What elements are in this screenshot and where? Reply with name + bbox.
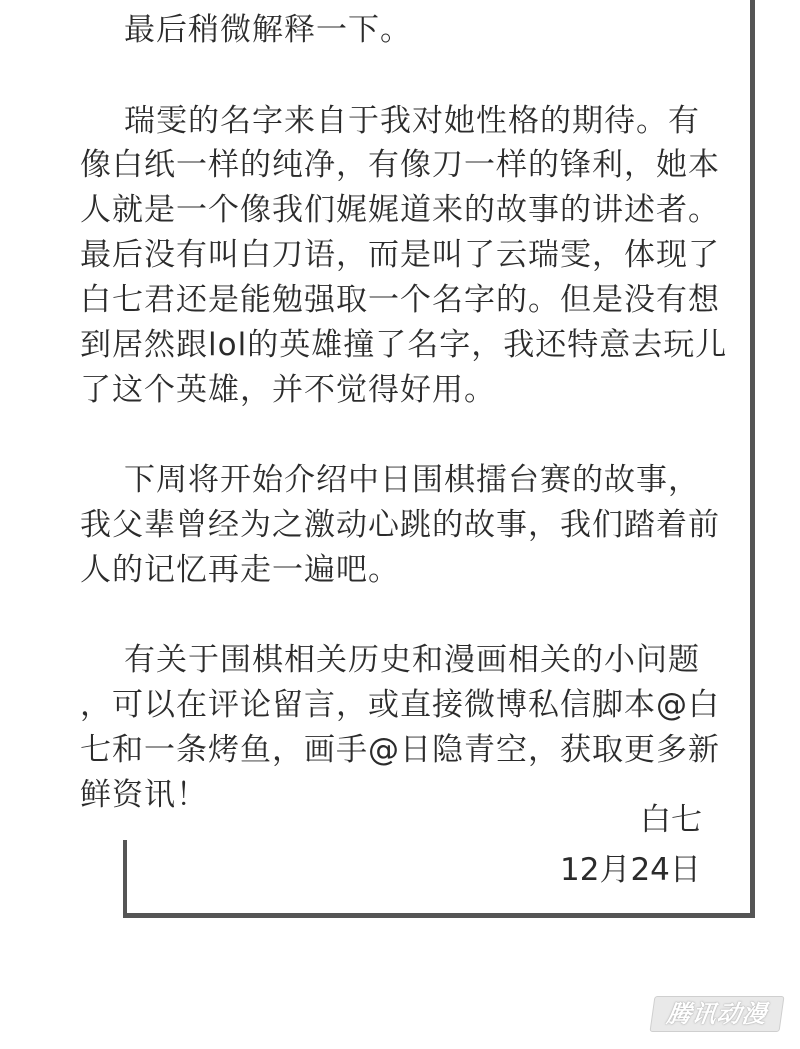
p3-line-3: 人的记忆再走一遍吧。 (80, 552, 400, 588)
p4-line-2: ，可以在评论留言，或直接微博私信脚本@白 (80, 687, 720, 723)
p2-line-2: 像白纸一样的纯净，有像刀一样的锋利，她本 (80, 147, 720, 183)
p4-line-1: 有关于围棋相关历史和漫画相关的小问题 (124, 642, 700, 678)
p2-line-7: 了这个英雄，并不觉得好用。 (80, 372, 496, 408)
p3-line-2: 我父辈曾经为之激动心跳的故事，我们踏着前 (80, 507, 720, 543)
p2-line-4: 最后没有叫白刀语，而是叫了云瑞雯，体现了 (80, 237, 720, 273)
signature-date: 12月24日 (560, 852, 701, 888)
p3-line-1: 下周将开始介绍中日围棋擂台赛的故事， (124, 462, 700, 498)
p2-line-3: 人就是一个像我们娓娓道来的故事的讲述者。 (80, 192, 720, 228)
p1-line-1: 最后稍微解释一下。 (124, 12, 412, 48)
frame-bottom-border (123, 913, 755, 918)
p2-line-5: 白七君还是能勉强取一个名字的。但是没有想 (80, 282, 720, 318)
signature-author: 白七 (640, 802, 702, 838)
tencent-comic-watermark-logo: 腾讯动漫 (649, 996, 784, 1032)
p2-line-1: 瑞雯的名字来自于我对她性格的期待。有 (124, 103, 700, 139)
frame-left-border (123, 840, 127, 918)
p4-line-4: 鲜资讯！ (80, 777, 208, 813)
p2-line-6: 到居然跟lol的英雄撞了名字，我还特意去玩儿 (80, 327, 728, 363)
p4-line-3: 七和一条烤鱼，画手@日隐青空，获取更多新 (80, 732, 720, 768)
